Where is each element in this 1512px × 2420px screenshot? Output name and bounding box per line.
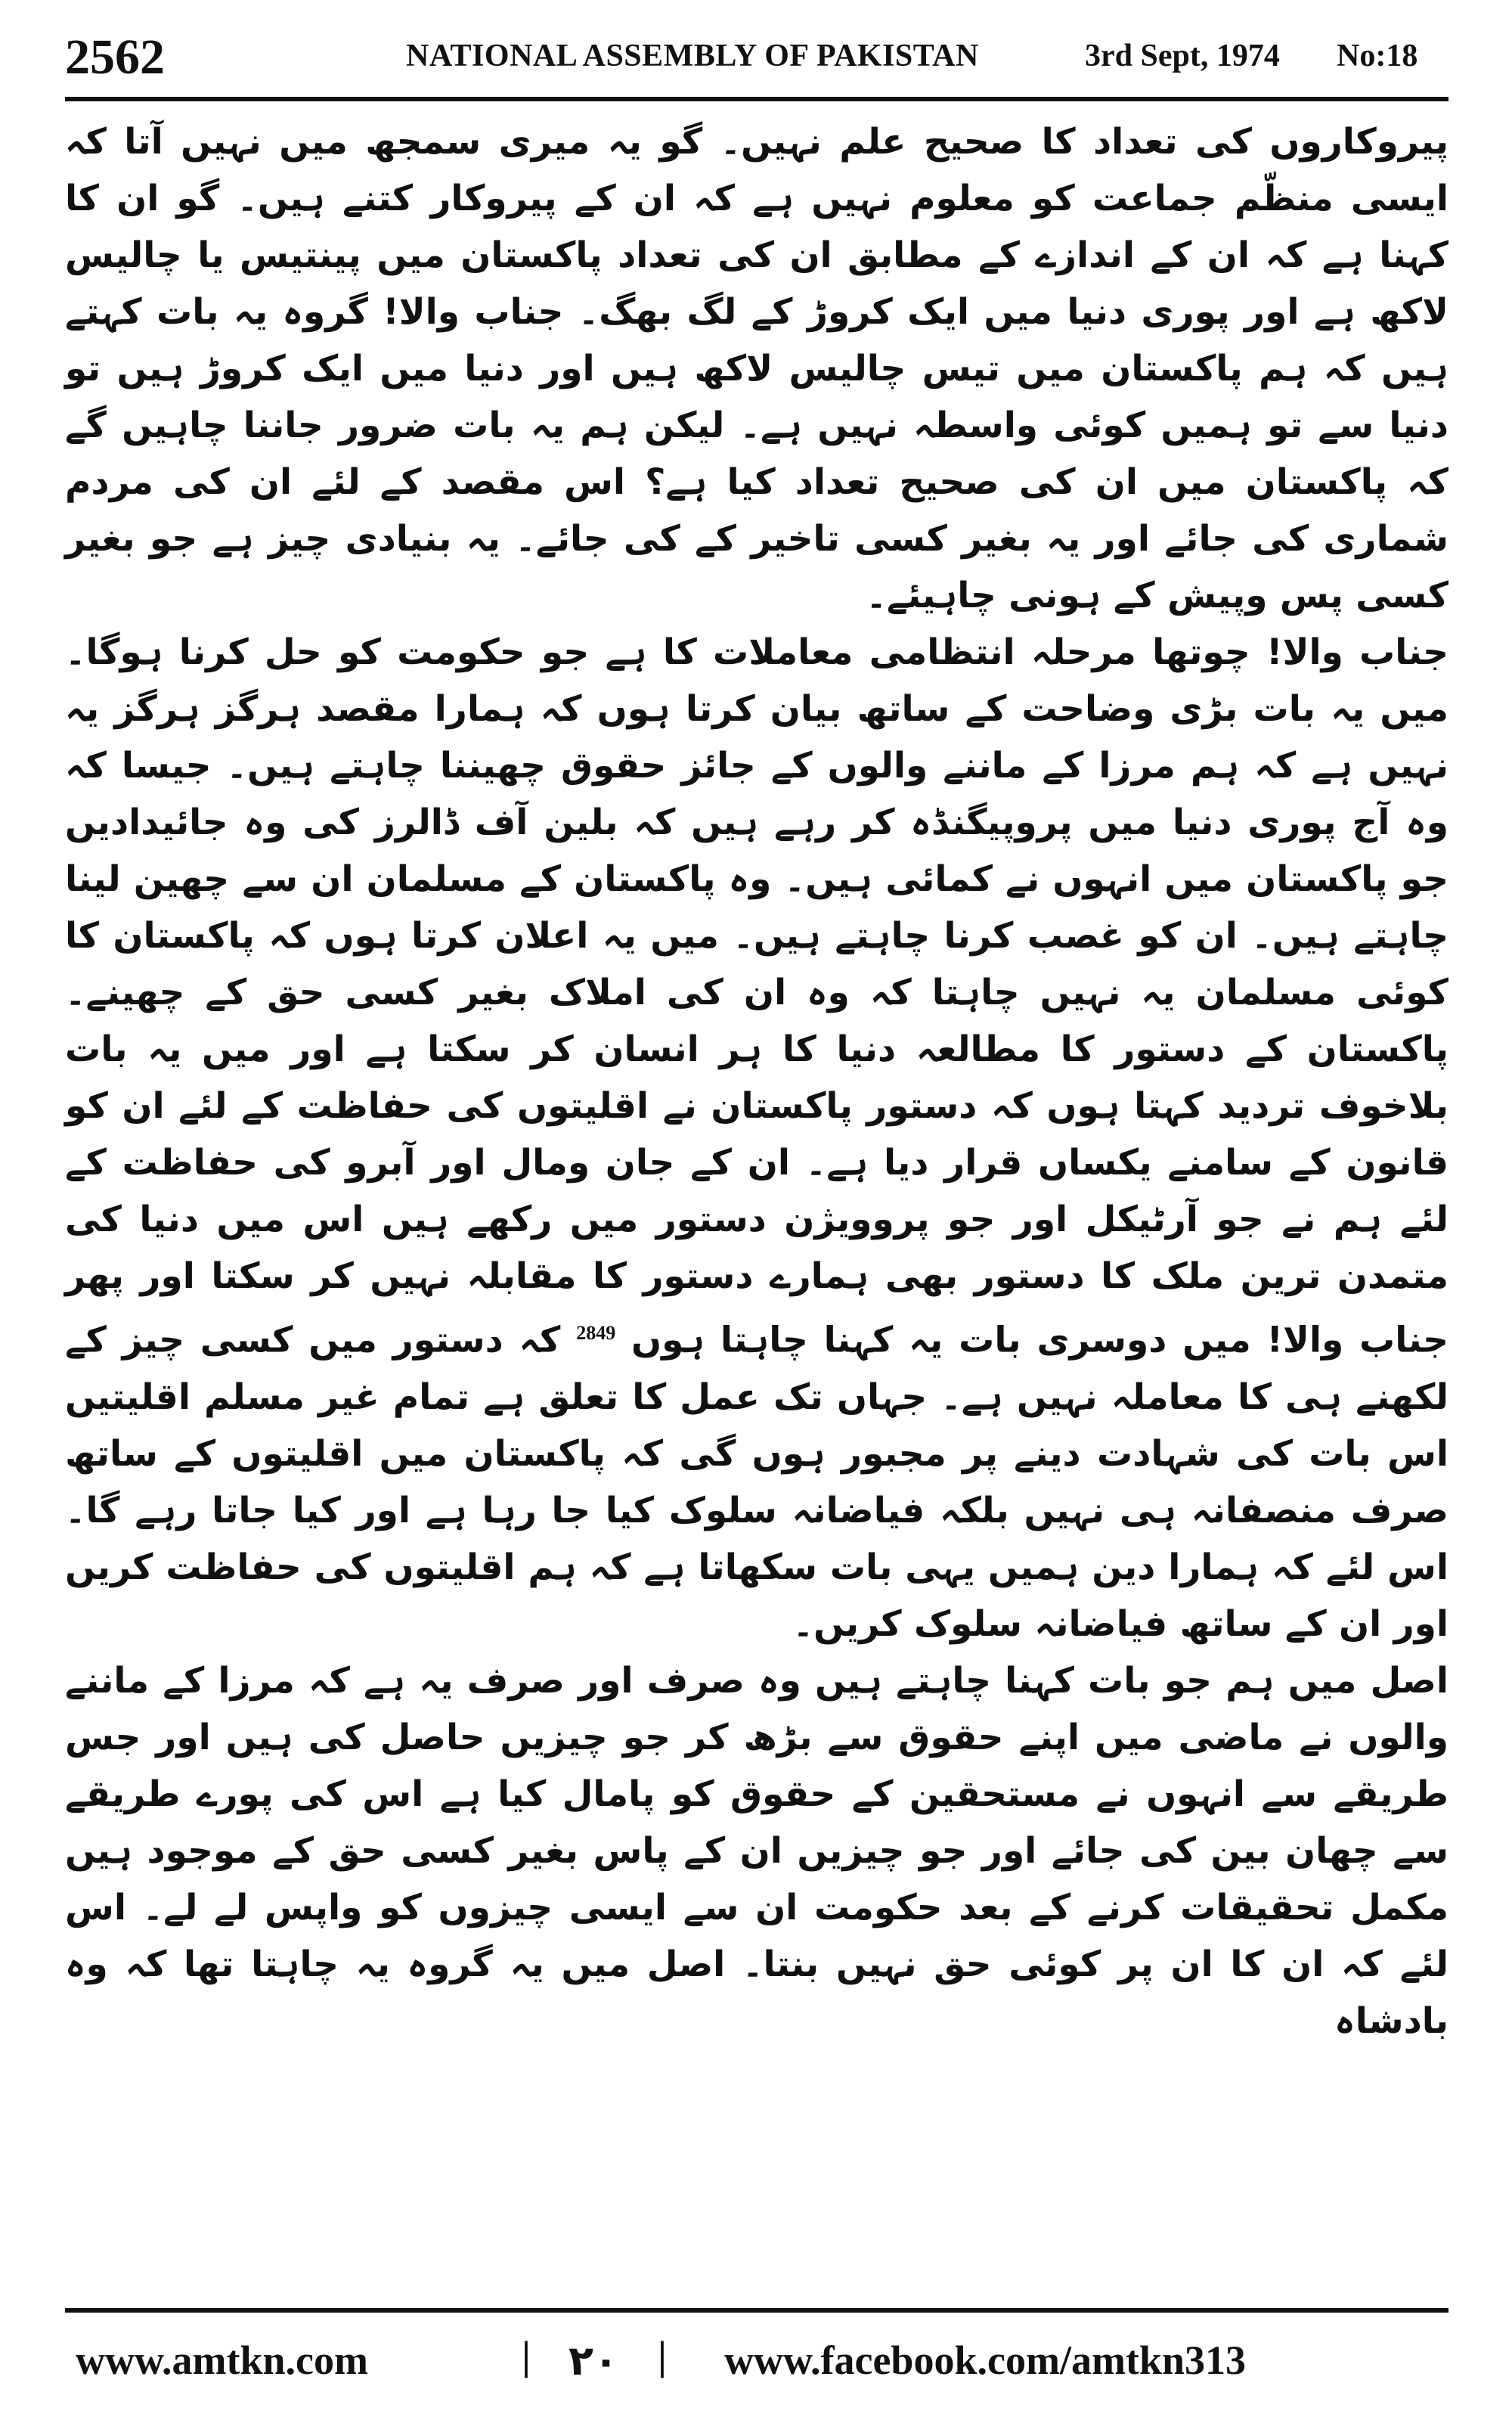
page-number: 2562 bbox=[65, 29, 165, 85]
header-rule bbox=[65, 97, 1448, 101]
footer-separator: | bbox=[522, 2333, 531, 2378]
paragraph-2-continued: کہ دستور میں کسی چیز کے لکھنے ہی کا معاملہ نہیں ہے۔ جہاں تک عمل کا تعلق ہے تمام غیر مسلم اقلیتیں اس بات کی شہادت دینے پر مجبور ہوں گی کہ پاکستان میں اقلیتوں کے ساتھ صرف منصفانہ ہی نہیں بلکہ فیاضانہ سلوک کیا جا رہا ہے اور کیا جاتا رہے گا۔ اس لئے کہ ہمارا دین ہمیں یہی بات سکھاتا ہے کہ ہم اقلیتوں کی حفاظت کریں اور ان کے ساتھ فیاضانہ سلوک کریں۔ bbox=[65, 1319, 1448, 1645]
urdu-page-number: ۲۰ bbox=[569, 2337, 618, 2384]
footer-separator: | bbox=[658, 2333, 667, 2378]
footnote-marker: 2849 bbox=[576, 1322, 616, 1344]
speech-text bbox=[65, 113, 1448, 2291]
session-date: 3rd Sept, 1974 bbox=[1085, 39, 1280, 73]
publication-title: NATIONAL ASSEMBLY OF PAKISTAN bbox=[406, 39, 979, 73]
facebook-link[interactable]: www.facebook.com/amtkn313 bbox=[724, 2338, 1246, 2383]
paragraph-2-text: جناب والا! چوتھا مرحلہ انتظامی معاملات کا ہے جو حکومت کو حل کرنا ہوگا۔ میں یہ بات بڑی وضاحت کے ساتھ بیان کرتا ہوں کہ ہمارا مقصد ہرگز ہرگز یہ نہیں ہے کہ ہم مرزا کے ماننے والوں کے جائز حقوق چھیننا چاہتے ہیں۔ جیسا کہ وہ آج پوری دنیا میں پروپیگنڈہ کر رہے ہیں کہ بلین آف ڈالرز کی وہ جائیدادیں جو پاکستان میں انہوں نے کمائی ہیں۔ وہ پاکستان کے مسلمان ان سے چھین لینا چاہتے ہیں۔ ان کو غصب کرنا چاہتے ہیں۔ میں یہ اعلان کرتا ہوں کہ پاکستان کا کوئی مسلمان یہ نہیں چاہتا کہ وہ ان کی املاک بغیر کسی حق کے چھینے۔ پاکستان کے دستور کا مطالعہ دنیا کا ہر انسان کر سکتا ہے اور میں یہ بات بلاخوف تردید کہتا ہوں کہ دستور پاکستان نے اقلیتوں کی حفاظت کے لئے ان کو قانون کے سامنے یکساں قرار دیا ہے۔ ان کے جان ومال اور آبرو کی حفاظت کے لئے ہم نے جو آرٹیکل اور جو پروویژن دستور میں رکھے ہیں اس میں دنیا کی متمدن ترین ملک کا دستور بھی ہمارے دستور کا مقابلہ نہیں کر سکتا اور پھر جناب والا! میں دوسری بات یہ کہنا چاہتا ہوں bbox=[65, 631, 1448, 1361]
website-link[interactable]: www.amtkn.com bbox=[76, 2338, 368, 2383]
paragraph-2 bbox=[65, 624, 1448, 1652]
paragraph-1: پیروکاروں کی تعداد کا صحیح علم نہیں۔ گو یہ میری سمجھ میں نہیں آتا کہ ایسی منظّم جماعت کو معلوم نہیں ہے کہ ان کے پیروکار کتنے ہیں۔ گو ان کا کہنا ہے کہ ان کے اندازے کے مطابق ان کی تعداد پاکستان میں پینتیس یا چالیس لاکھ ہے اور پوری دنیا میں ایک کروڑ کے لگ بھگ۔ جناب والا! گروہ یہ بات کہتے ہیں کہ ہم پاکستان میں تیس چالیس لاکھ ہیں اور دنیا میں ایک کروڑ ہیں تو دنیا سے تو ہمیں کوئی واسطہ نہیں ہے۔ لیکن ہم یہ بات ضرور جاننا چاہیں گے کہ پاکستان میں ان کی صحیح تعداد کیا ہے؟ اس مقصد کے لئے ان کی مردم شماری کی جائے اور یہ بغیر کسی تاخیر کے کی جائے۔ یہ بنیادی چیز ہے جو بغیر کسی پس وپیش کے ہونی چاہیئے۔ bbox=[65, 121, 1448, 616]
page-header bbox=[0, 0, 1512, 102]
page-footer bbox=[0, 2322, 1512, 2397]
paragraph-3: اصل میں ہم جو بات کہنا چاہتے ہیں وہ صرف اور صرف یہ ہے کہ مرزا کے ماننے والوں نے ماضی میں اپنے حقوق سے بڑھ کر جو چیزیں حاصل کی ہیں اور جس طریقے سے انہوں نے مستحقین کے حقوق کو پامال کیا ہے اس کی پورے طریقے سے چھان بین کی جائے اور جو چیزیں ان کے پاس بغیر کسی حق کے موجود ہیں مکمل تحقیقات کرنے کے بعد حکومت ان سے ایسی چیزوں کو واپس لے لے۔ اس لئے کہ ان کا ان پر کوئی حق نہیں بنتا۔ اصل میں یہ گروہ یہ چاہتا تھا کہ وہ بادشاہ bbox=[65, 1659, 1448, 2042]
footer-rule bbox=[65, 2308, 1448, 2313]
issue-number: No:18 bbox=[1337, 39, 1418, 73]
